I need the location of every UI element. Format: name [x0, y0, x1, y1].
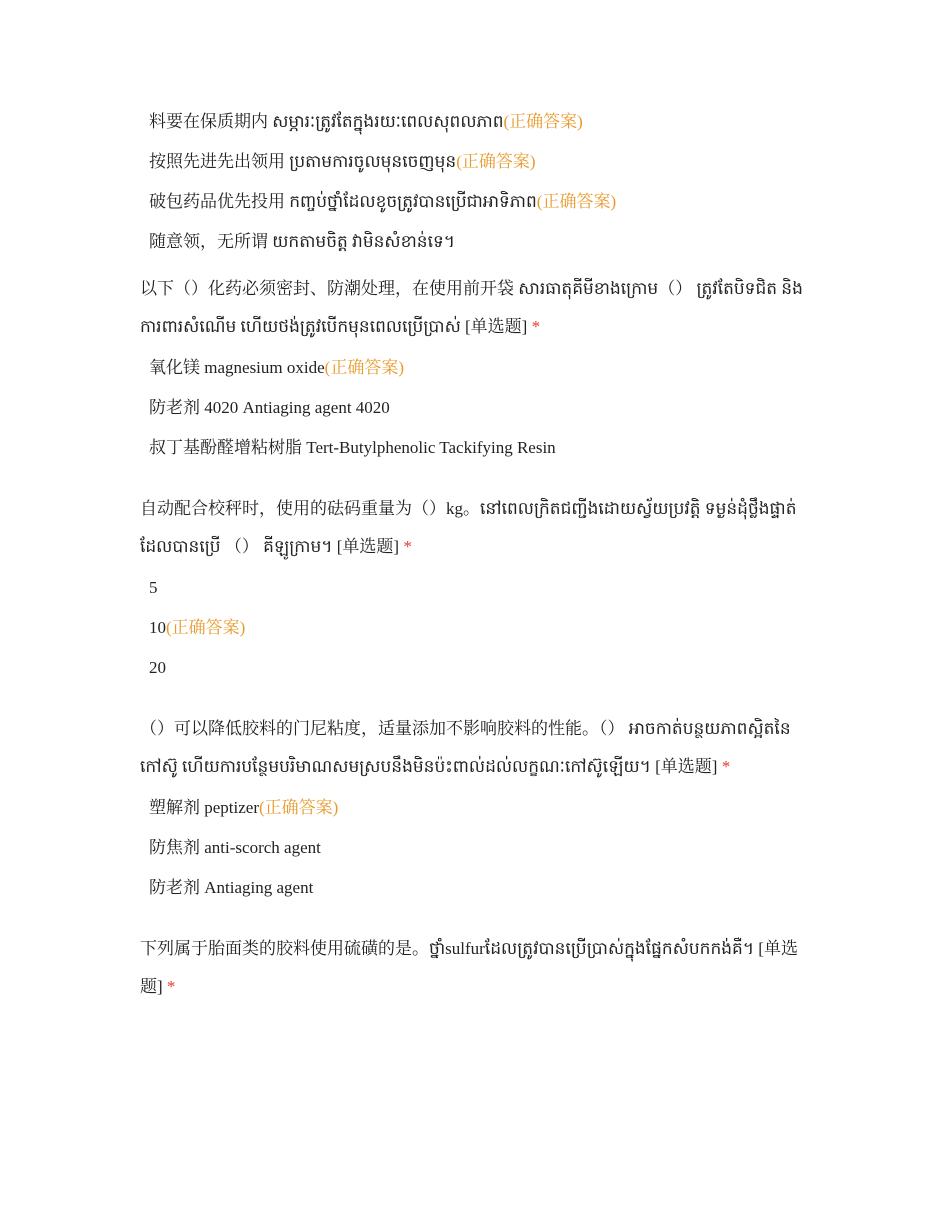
option-text: 破包药品优先投用 កញ្ចប់ថ្នាំដែលខូចត្រូវបានប្រើជាអាទិភាព	[149, 192, 537, 211]
question-title	[140, 270, 820, 346]
option-list	[140, 796, 820, 900]
option-item[interactable]	[149, 356, 820, 380]
option-text: 料要在保质期内 សម្ភារៈត្រូវតែក្នុងរយៈពេលសុពលភាព	[149, 112, 504, 131]
option-text: 20	[149, 658, 166, 677]
required-mark: *	[166, 977, 176, 996]
option-item[interactable]	[149, 150, 820, 174]
option-item[interactable]	[149, 190, 820, 214]
question-type-tag: [单选题]	[655, 757, 718, 776]
question-text: 下列属于胎面类的胶料使用硫磺的是。ថ្នាំsulfurដែលត្រូវបានប្រើប្រាស់ក្នុងផ្នែកសំបកកង់គឺ។	[140, 939, 755, 958]
question-text: 自动配合校秤时，使用的砝码重量为（）kg。នៅពេលក្រិតជញ្ជីងដោយស្វ័យប្រវត្តិ ទម្ងន់ដុំថ្លឹងផ្ទាត់ដែលបានប្រើ （） គីឡូក្រាម។	[140, 499, 797, 556]
question-type-tag: [单选题]	[140, 939, 798, 996]
option-text: 塑解剂 peptizer	[149, 798, 259, 817]
option-list	[140, 110, 820, 254]
option-list	[140, 576, 820, 680]
option-item[interactable]	[149, 436, 820, 460]
question-text: 以下（）化药必须密封、防潮处理，在使用前开袋 សារធាតុគីមីខាងក្រោម（） ត្រូវតែបិទជិត និងការពារសំណើម ហើយថង់ត្រូវបើកមុនពេលប្រើប្រាស់	[140, 279, 803, 336]
option-text: 防老剂 Antiaging agent	[149, 878, 314, 897]
option-item[interactable]	[149, 836, 820, 860]
correct-answer-mark: (正确答案)	[259, 798, 339, 817]
option-text: 防焦剂 anti-scorch agent	[149, 838, 321, 857]
question-title	[140, 710, 820, 786]
question-text: （）可以降低胶料的门尼粘度，适量添加不影响胶料的性能。（） អាចកាត់បន្ថយភាពស្អិតនៃកៅស៊ូ ហើយការបន្ថែមបរិមាណសមស្របនឹងមិនប៉ះពាល់ដល់លក្ខណៈកៅស៊ូឡើយ។	[140, 719, 791, 776]
option-item[interactable]	[149, 230, 820, 254]
option-text: 防老剂 4020 Antiaging agent 4020	[149, 398, 390, 417]
survey-page	[140, 110, 820, 1016]
question-type-tag: [单选题]	[336, 537, 400, 556]
option-item[interactable]	[149, 110, 820, 134]
question-title	[140, 930, 820, 1006]
option-item[interactable]	[149, 616, 820, 640]
option-item[interactable]	[149, 396, 820, 420]
correct-answer-mark: (正确答案)	[166, 618, 246, 637]
correct-answer-mark: (正确答案)	[456, 152, 536, 171]
option-list	[140, 356, 820, 460]
required-mark: *	[403, 537, 412, 556]
option-text: 10	[149, 618, 166, 637]
option-text: 5	[149, 578, 158, 597]
question-type-tag: [单选题]	[465, 317, 528, 336]
correct-answer-mark: (正确答案)	[503, 112, 583, 131]
option-item[interactable]	[149, 796, 820, 820]
option-item[interactable]	[149, 876, 820, 900]
option-text: 氧化镁 magnesium oxide	[149, 358, 325, 377]
option-text: 叔丁基酚醛增粘树脂 Tert-Butylphenolic Tackifying Resin	[149, 438, 556, 457]
option-text: 随意领，无所谓 យកតាមចិត្ត វាមិនសំខាន់ទេ។	[149, 232, 455, 251]
option-text: 按照先进先出领用 ប្រតាមការចូលមុនចេញមុន	[149, 152, 457, 171]
option-item[interactable]	[149, 576, 820, 600]
option-item[interactable]	[149, 656, 820, 680]
required-mark: *	[721, 757, 731, 776]
correct-answer-mark: (正确答案)	[536, 192, 617, 211]
question-title	[140, 490, 820, 566]
required-mark: *	[531, 317, 541, 336]
correct-answer-mark: (正确答案)	[324, 358, 404, 377]
